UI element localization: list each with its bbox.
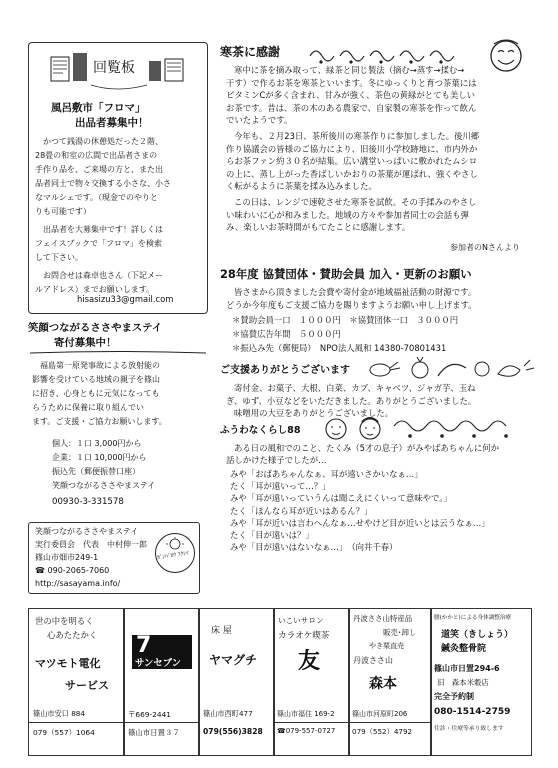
ad-yamaguchi-barber: 床 屋 ヤマグチ 篠山市西町477 079(556)3828 <box>198 608 275 756</box>
kansha-paragraph-1: 寒中に茶を摘み取って、緑茶と同じ製法（摘む→蒸す→揉む→ 干す）で作るお茶を寒茶といいます。冬にゆっくりと育つ茶葉には ビタミンCが多く含まれ、甘みが強く、茶色の黄緑がとても美しい お茶です。昔は、茶の木のある農家で、自家製の寒茶を作って飲ん でいたようです。 <box>226 65 477 126</box>
kansha-title: 寒茶に感謝 <box>220 45 281 59</box>
furoshiki-heading-1: 風呂敷市「フロマ」 <box>51 102 146 114</box>
doodle-faces-illustration <box>322 414 538 444</box>
kansha-paragraph-3: この日は、レンジで速乾させた寒茶を試飲。その手揉みのやさし い味わいに心が和みました。地域の方々や参加者同士の会話も弾 み、楽しいお茶時間がもてたことに感謝します。 <box>226 197 477 233</box>
ad-karaoke-tomo: いこいサロン カラオケ喫茶 友 篠山市福住 169-2 ☎079-557-0727 <box>273 608 350 756</box>
san-seven-logo: 7 サンセブン <box>132 635 192 669</box>
members-body: 皆さまから頂きました会費や寄付金が地域福祉活動の財源です。 どうか今年度もご支援ご協力を賜りますようお願い申し上げます。 <box>226 287 477 310</box>
hand-drawn-underline <box>28 350 208 356</box>
members-fees: ＊賛助会員一口 １０００円 ＊協賛団体一口 ３０００円 ＊協賛広告年間 ５０００円 ＊振込み先（郵便局） NPO法人風和 14380-70801431 <box>232 315 459 353</box>
vegetables-illustration <box>366 356 538 382</box>
kairanban-title: 回覧板 <box>93 60 135 76</box>
fuwa-intro: ある日の風和でのこと、たくみ（5才の息子）がみやばあちゃんに何か 話しかけた様子でしたが… <box>226 443 499 465</box>
ganbarou-sticker: ｶﾞﾝﾊﾞﾛｳ ﾌｸｼﾏ <box>155 533 195 573</box>
furoshiki-notice-box: 回覧板 風呂敷市「フロマ」 出品者募集中！ かつて銭湯の休憩処だった２階、 28畳の和室の広間で出品者さまの 手作り品を、ご来場の方と、また出 品者同士で物々交換する小さな、小さ なマルシェです。（現金でのやりと りも可能です） 出品者を大募集中です！詳しくは フェイスブックで「フロマ」を検索 して下さい。 お問合せは森卓也さん（下記メー ルアドレス）までお願いします。 hisasizu33@gmail.com <box>28 42 208 314</box>
fuwa-dialog: みや「おばあちゃんなぁ、耳が遠いさかいなぁ…」 たく「耳が遠いって…？」 みや「耳が遠いっていうんは聞こえにくいって意味やで。」 たく「ほんなら耳が近いはあるん？」 みや「耳が近いは言わへんなぁ…せやけど目が近いとは云うなぁ…」 たく「目が遠いは？」 みや「目が遠いはないなぁ…」 （向井千春） <box>230 469 490 553</box>
egao-heading-1: 笑顔つながるささやまステイ <box>28 322 163 334</box>
furoshiki-heading-2: 出品者募集中！ <box>75 117 149 129</box>
ad-san-seven: 7 サンセブン 〒669-2441 篠山市日置３７ <box>123 608 200 756</box>
ad-matsumoto-denka: 世の中を明るく 心あたたかく マツモト電化 サービス 篠山市安口 884 079（557）1064 <box>28 608 125 756</box>
fuwa-title: ふうわなくらし88 <box>220 425 301 436</box>
egao-heading-2: 寄付募集中！ <box>54 337 117 349</box>
kansha-paragraph-2: 今年も、２月23日、茶所後川の寒茶作りに参加しました。後川郷 作り協議会の皆様のご協力により、旧後川小学校跡地に、市内外か らお茶ファン約３０名が結集。広い講堂いっぱいに敷かれたムシロ の上に、蒸し上がった香ばしいかおりの茶葉が運ばれ、強くやさし く転がるように茶葉を揉み込みました。 <box>226 131 480 192</box>
ad-morimoto: 丹波ささ山特産品 販売･卸し やき栗直売 丹波ささ山 森本 篠山市河原町206 079（552）4792 <box>348 608 432 756</box>
ad-kisho-clinic: 腰(かかと)による身体調整治療 道笑（きしょう） 鍼灸整骨院 篠山市日置294-6 旧 森本米穀店 完全予約制 080-1514-2759 往診・往療等承り致します <box>430 608 532 756</box>
thanks-body: 寄付金、お菓子、大根、白菜、カブ、キャベツ、ジャガ芋、玉ね ぎ、ゆず、小豆などをいただきました。ありがとうございました。 味噌用の大豆をありがとうございました。 <box>226 383 477 419</box>
egao-contact-box: 笑顔つながるささやまステイ 実行委員会 代表 中村伸一郎 篠山市畑市249-1 ☎ 090-2065-7060 http://sasayama.info/ ｶﾞﾝﾊﾞﾛｳ ﾌｸｼﾏ <box>28 522 200 594</box>
sun-face-icon <box>165 537 185 551</box>
kansha-signature: 参加者のNさんより <box>450 243 520 252</box>
smiling-face-icon <box>486 36 526 76</box>
furoshiki-email[interactable]: hisasizu33@gmail.com <box>77 294 174 304</box>
left-column: 回覧板 風呂敷市「フロマ」 出品者募集中！ かつて銭湯の休憩処だった２階、 28畳の和室の広間で出品者さまの 手作り品を、ご来場の方と、また出 品者同士で物々交換する小さな、小さ なマルシェです。（現金でのやりと りも可能です） 出品者を大募集中です！詳しくは フェイスブックで「フロマ」を検索 して下さい。 お問合せは森卓也さん（下記メー ルアドレス）までお願いします。 hisasizu33@gmail.com 笑顔つながるささやまステイ 寄付募集中！ 福島第一原発事故による放射能の 影響を受けている地域の親子を篠山 に招き、心身ともに元気になっても らうために保養に取り組んでい ます。ご支援・ご協力お願いします。 個人：１口 3,000円から 企業：１口 10,000円から 振込先（郵便振替口座） 笑顔つながるささやまステイ 00930-3-331578 笑顔つながるささやまステイ 実行委員会 代表 中村伸一郎 篠山市畑市249-1 ☎ 090-2065-7060 http://sasayama.info/ ｶﾞﾝﾊﾞﾛｳ ﾌｸｼﾏ <box>28 42 208 596</box>
egao-website-link[interactable]: http://sasayama.info/ <box>35 579 121 588</box>
thanks-title: ご支援ありがとうございます <box>220 365 350 376</box>
members-title: 28年度 協賛団体・賛助会員 加入・更新のお願い <box>220 267 472 281</box>
